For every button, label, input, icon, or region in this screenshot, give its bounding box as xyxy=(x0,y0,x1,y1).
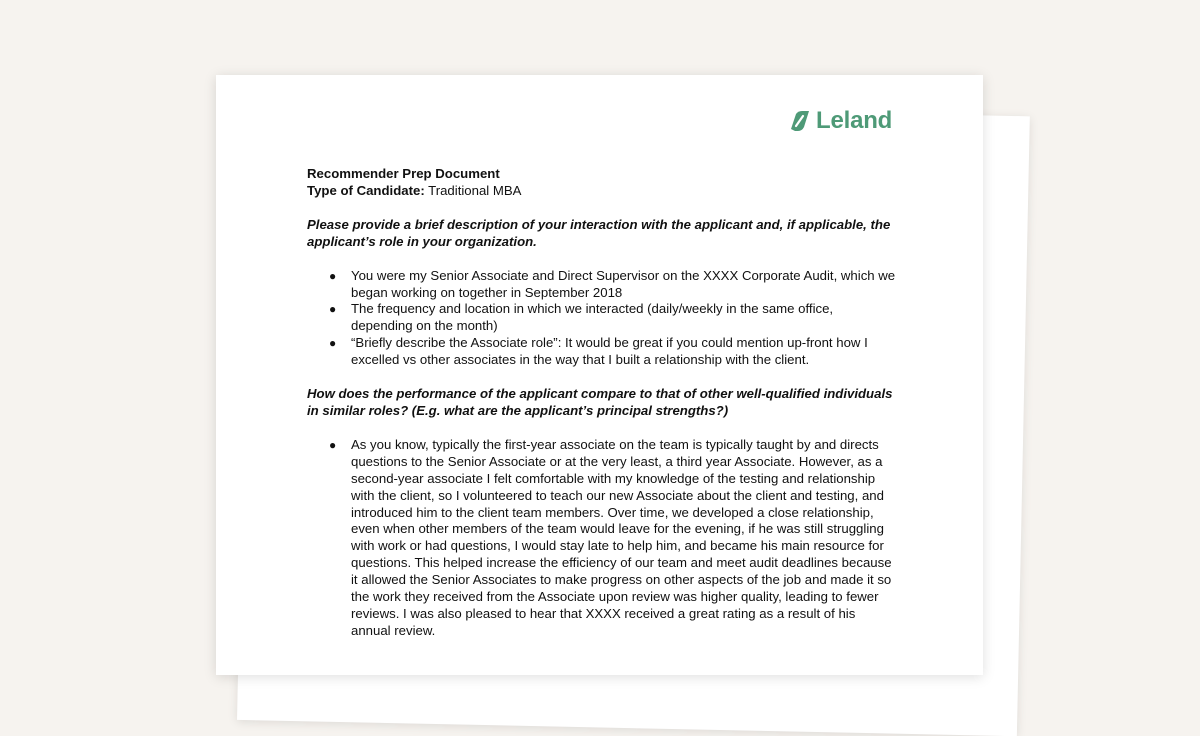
answer-list-2 xyxy=(307,437,897,640)
candidate-type-value: Traditional MBA xyxy=(424,182,522,198)
document-title: Recommender Prep Document xyxy=(307,166,500,181)
question-2: How does the performance of the applicant compare to that of other well-qualified individuals in similar roles? (E.g. what are the applicant’s principal strengths?) xyxy=(307,386,893,418)
leaf-icon xyxy=(790,110,810,132)
list-item: ● “Briefly describe the Associate role”: It would be great if you could mention up-front how I excelled vs other associates in the way that I built a relationship with the client. xyxy=(329,335,868,368)
list-item-text: The frequency and location in which we interacted (daily/weekly in the same office, depending on the month) xyxy=(351,301,834,334)
list-item: ● The frequency and location in which we interacted (daily/weekly in the same office, depending on the month) xyxy=(329,301,834,334)
question-1: Please provide a brief description of your interaction with the applicant and, if applicable, the applicant’s role in your organization. xyxy=(307,216,891,249)
answer-list-1 xyxy=(307,268,897,369)
list-item-text: “Briefly describe the Associate role”: It would be great if you could mention up-front how I excelled vs other associates in the way that I built a relationship with the client. xyxy=(351,335,868,368)
brand-name: Leland xyxy=(816,107,893,134)
list-item-text: You were my Senior Associate and Direct Supervisor on the XXXX Corporate Audit, which we began working on together in September 2018 xyxy=(351,267,896,300)
brand-logo xyxy=(790,106,892,136)
document-body xyxy=(307,166,897,640)
candidate-type-label: Type of Candidate: xyxy=(307,182,425,198)
list-item-text: As you know, typically the first-year associate on the team is typically taught by and directs questions to the Senior Associate or at the very least, a third year Associate. However, as a second-year associate I felt comfortable with my knowledge of the testing and relationship with the client, so I volunteered to teach our new Associate about the client and testing, and introduced him to the client team members. Over time, we developed a close relationship, even when other members of the team would leave for the evening, if he was still struggling with work or had questions, I would stay late to help him, and became his main resource for questions. This helped increase the efficiency of our team and meet audit deadlines because it allowed the Senior Associates to make progress on other aspects of the job and made it so the work they received from the Associate upon review was higher quality, leading to fewer reviews. I was also pleased to hear that XXXX received a great rating as a result of his annual review. xyxy=(351,436,892,638)
list-item: ● You were my Senior Associate and Direct Supervisor on the XXXX Corporate Audit, which we began working on together in September 2018 xyxy=(329,267,896,300)
candidate-type-line xyxy=(307,183,897,200)
list-item: ● As you know, typically the first-year associate on the team is typically taught by and directs questions to the Senior Associate or at the very least, a third year Associate. However, as a second-year associate I felt comfortable with my knowledge of the testing and relationship with the client, so I volunteered to teach our new Associate about the client and testing, and introduced him to the client team members. Over time, we developed a close relationship, even when other members of the team would leave for the evening, if he was still struggling with work or had questions, I would stay late to help him, and became his main resource for questions. This helped increase the efficiency of our team and meet audit deadlines because it allowed the Senior Associates to make progress on other aspects of the job and made it so the work they received from the Associate upon review was higher quality, leading to fewer reviews. I was also pleased to hear that XXXX received a great rating as a result of his annual review. xyxy=(329,436,892,638)
document-page xyxy=(216,75,983,675)
